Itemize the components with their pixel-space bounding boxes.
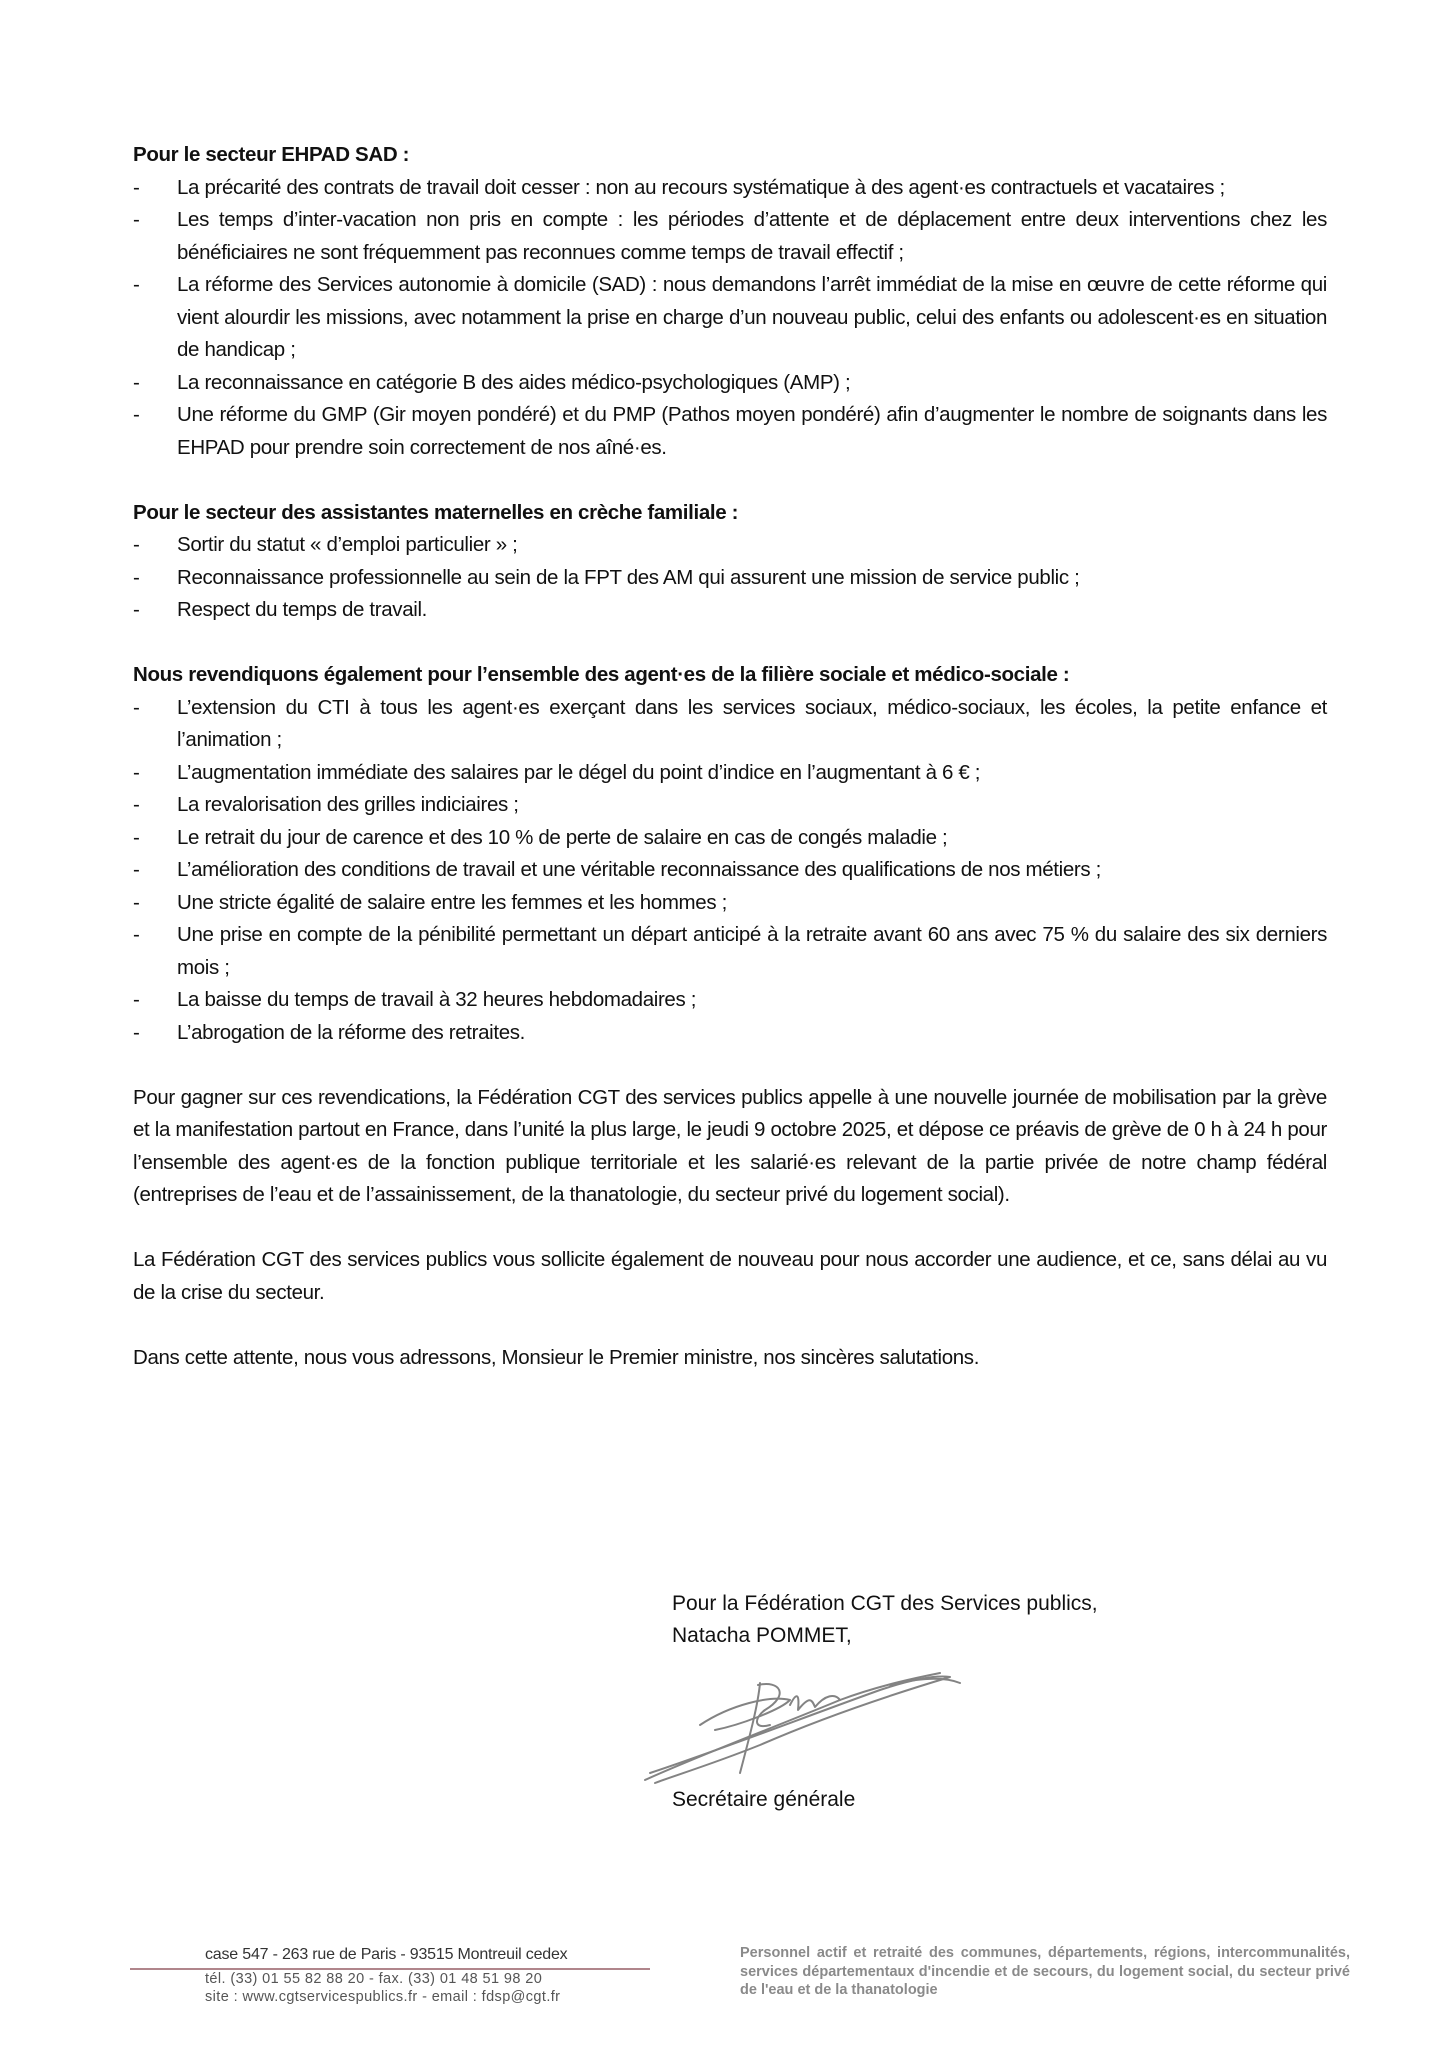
dash-bullet-icon: - xyxy=(133,533,140,556)
list-item: - L’augmentation immédiate des salaires par le dégel du point d’indice en l’augmentant à 6 € ; xyxy=(133,757,1327,790)
section-assistantes-maternelles xyxy=(133,497,1327,627)
strike-call-paragraph: Pour gagner sur ces revendications, la Fédération CGT des services publics appelle à une nouvelle journée de mobilisation par la grève et la manifestation partout en France, dans l’unité la plus large, le jeudi 9 octobre 2025, et dépose ce préavis de grève de 0 h à 24 h pour l’ensemble des agent·es de la fonction publique territoriale et les salarié·es relevant de la partie privée de notre champ fédéral (entreprises de l’eau et de l’assainissement, de la thanatologie, du secteur privé du logement social). xyxy=(133,1085,1327,1206)
list-item: - Les temps d’inter-vacation non pris en compte : les périodes d’attente et de déplacement entre deux interventions chez les bénéficiaires ne sont fréquemment pas reconnues comme temps de travail effectif ; xyxy=(133,204,1327,269)
list-item: - La précarité des contrats de travail doit cesser : non au recours systématique à des agent·es contractuels et vacataires ; xyxy=(133,172,1327,205)
footer-phone-fax: tél. (33) 01 55 82 88 20 - fax. (33) 01 48 51 98 20 xyxy=(205,1971,543,1987)
spacer xyxy=(133,1309,1327,1342)
demands-list xyxy=(133,172,1327,465)
section-heading: Pour le secteur EHPAD SAD : xyxy=(133,143,410,166)
list-item: - Reconnaissance professionnelle au sein de la FPT des AM qui assurent une mission de service public ; xyxy=(133,562,1327,595)
dash-bullet-icon: - xyxy=(133,598,140,621)
spacer xyxy=(133,627,1327,660)
list-item: - L’amélioration des conditions de travail et une véritable reconnaissance des qualifications de nos métiers ; xyxy=(133,854,1327,887)
letter-body xyxy=(133,139,1327,1374)
spacer xyxy=(133,1049,1327,1082)
list-item: - Respect du temps de travail. xyxy=(133,594,1327,627)
list-item: - La reconnaissance en catégorie B des aides médico-psychologiques (AMP) ; xyxy=(133,367,1327,400)
signature-organization: Pour la Fédération CGT des Services publics, xyxy=(672,1592,1098,1615)
list-item: - L’abrogation de la réforme des retraites. xyxy=(133,1017,1327,1050)
dash-bullet-icon: - xyxy=(133,858,140,881)
section-heading: Pour le secteur des assistantes maternelles en crèche familiale : xyxy=(133,500,739,524)
dash-bullet-icon: - xyxy=(133,370,140,394)
dash-bullet-icon: - xyxy=(133,208,140,231)
dash-bullet-icon: - xyxy=(133,403,140,426)
audience-request-paragraph: La Fédération CGT des services publics vous sollicite également de nouveau pour nous accorder une audience, et ce, sans délai au vu de la crise du secteur. xyxy=(133,1248,1327,1304)
closing-salutation: Dans cette attente, nous vous adressons, Monsieur le Premier ministre, nos sincères salutations. xyxy=(133,1345,980,1369)
section-heading: Nous revendiquons également pour l’ensemble des agent·es de la filière sociale et médico-sociale : xyxy=(133,663,1070,686)
demands-list xyxy=(133,692,1327,1050)
list-item: - L’extension du CTI à tous les agent·es exerçant dans les services sociaux, médico-sociaux, les écoles, la petite enfance et l’animation ; xyxy=(133,692,1327,757)
list-item: - Une stricte égalité de salaire entre les femmes et les hommes ; xyxy=(133,887,1327,920)
list-item: - La revalorisation des grilles indiciaires ; xyxy=(133,789,1327,822)
list-item: - Une prise en compte de la pénibilité permettant un départ anticipé à la retraite avant 60 ans avec 75 % du salaire des six derniers mois ; xyxy=(133,919,1327,984)
dash-bullet-icon: - xyxy=(133,695,140,719)
list-item: - Une réforme du GMP (Gir moyen pondéré) et du PMP (Pathos moyen pondéré) afin d’augmenter le nombre de soignants dans les EHPAD pour prendre soin correctement de nos aîné·es. xyxy=(133,399,1327,464)
dash-bullet-icon: - xyxy=(133,988,140,1011)
spacer xyxy=(133,1212,1327,1245)
list-item: - Sortir du statut « d’emploi particulier » ; xyxy=(133,529,1327,562)
dash-bullet-icon: - xyxy=(133,890,140,914)
list-item: - La baisse du temps de travail à 32 heures hebdomadaires ; xyxy=(133,984,1327,1017)
signatory-name: Natacha POMMET, xyxy=(672,1624,852,1647)
footer-address: case 547 - 263 rue de Paris - 93515 Montreuil cedex xyxy=(205,1946,568,1963)
dash-bullet-icon: - xyxy=(133,793,140,816)
section-filiere-sociale xyxy=(133,659,1327,1049)
signatory-title: Secrétaire générale xyxy=(672,1788,856,1811)
footer-scope: Personnel actif et retraité des communes, départements, régions, intercommunalités, services départementaux d'incendie et de secours, du logement social, du secteur privé de l'eau et de la thanatologie xyxy=(740,1945,1350,1998)
dash-bullet-icon: - xyxy=(133,565,140,589)
dash-bullet-icon: - xyxy=(133,273,140,296)
signature-block xyxy=(672,1588,1098,1652)
dash-bullet-icon: - xyxy=(133,1020,140,1044)
footer-website-email[interactable]: site : www.cgtservicespublics.fr - email : fdsp@cgt.fr xyxy=(205,1989,561,2005)
section-ehpad-sad xyxy=(133,139,1327,464)
list-item: - Le retrait du jour de carence et des 10 % de perte de salaire en cas de congés maladie ; xyxy=(133,822,1327,855)
dash-bullet-icon: - xyxy=(133,175,140,199)
spacer xyxy=(133,464,1327,497)
handwritten-signature-icon xyxy=(640,1655,980,1795)
list-item: - La réforme des Services autonomie à domicile (SAD) : nous demandons l’arrêt immédiat de la mise en œuvre de cette réforme qui vient alourdir les missions, avec notamment la prise en charge d’un nouveau public, celui des enfants ou adolescent·es en situation de handicap ; xyxy=(133,269,1327,367)
demands-list xyxy=(133,529,1327,627)
footer-contact xyxy=(205,1946,665,2006)
dash-bullet-icon: - xyxy=(133,923,140,946)
dash-bullet-icon: - xyxy=(133,760,140,784)
dash-bullet-icon: - xyxy=(133,825,140,849)
